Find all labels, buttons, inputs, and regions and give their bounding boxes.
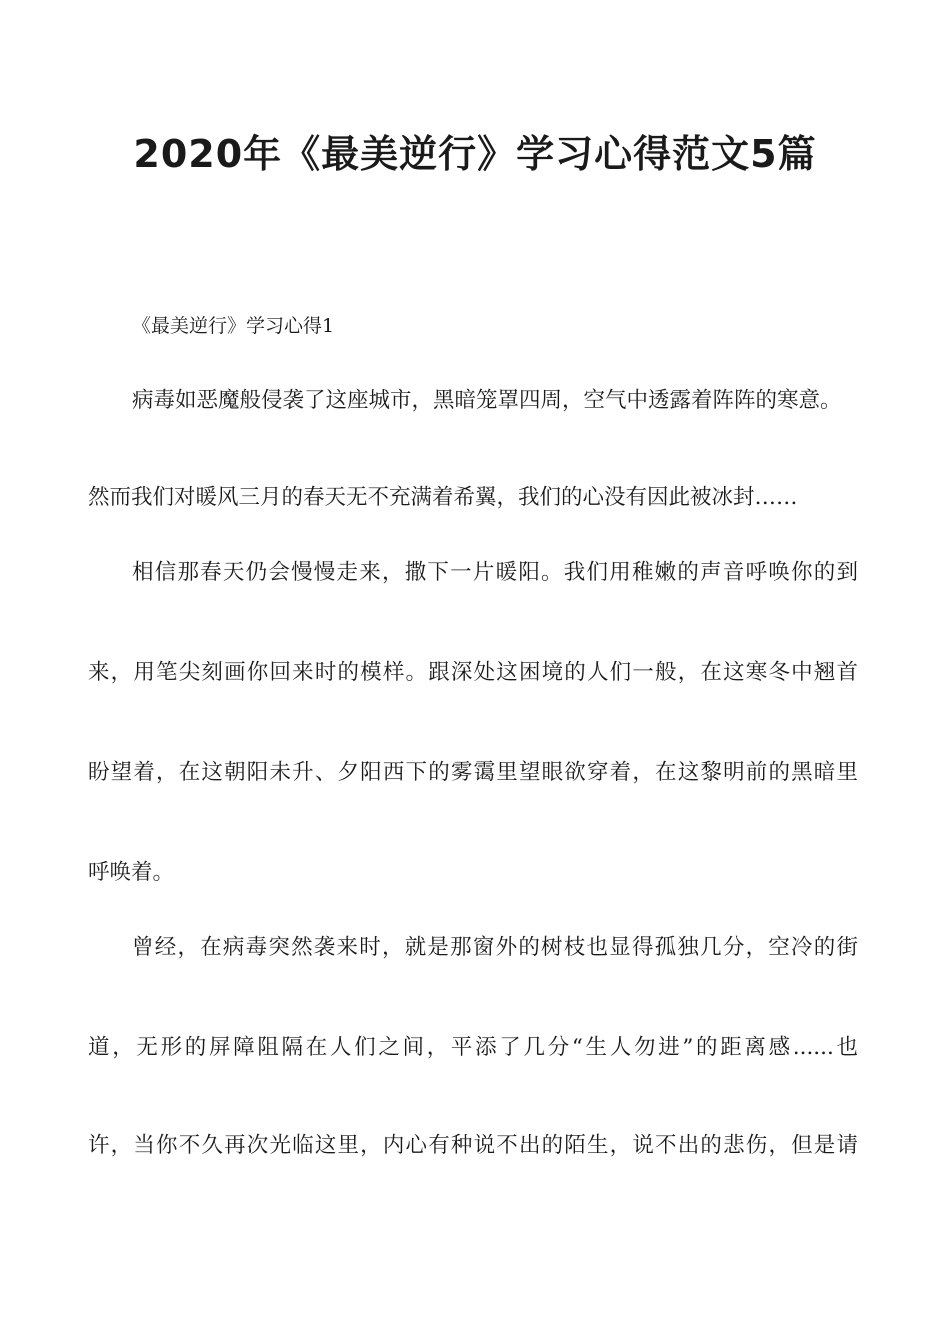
paragraph-line: 曾经，在病毒突然袭来时，就是那窗外的树枝也显得孤独几分，空冷的街 bbox=[132, 935, 858, 960]
paragraph-line: 然而我们对暖风三月的春天无不充满着希翼，我们的心没有因此被冰封…… bbox=[88, 485, 798, 510]
paragraph-line: 盼望着，在这朝阳未升、夕阳西下的雾霭里望眼欲穿着，在这黎明前的黑暗里 bbox=[88, 760, 858, 785]
paragraph-line: 相信那春天仍会慢慢走来，撒下一片暖阳。我们用稚嫩的声音呼唤你的到 bbox=[132, 560, 858, 585]
paragraph-line: 来，用笔尖刻画你回来时的模样。跟深处这困境的人们一般，在这寒冬中翘首 bbox=[88, 660, 858, 685]
paragraph-line: 道，无形的屏障阻隔在人们之间，平添了几分“生人勿进”的距离感......也 bbox=[88, 1035, 858, 1060]
paragraph-line: 许，当你不久再次光临这里，内心有种说不出的陌生，说不出的悲伤，但是请 bbox=[88, 1133, 858, 1158]
section-heading: 《最美逆行》学习心得1 bbox=[132, 315, 335, 337]
document-title: 2020年《最美逆行》学习心得范文5篇 bbox=[133, 132, 817, 176]
paragraph-line: 呼唤着。 bbox=[88, 860, 175, 885]
paragraph-line: 病毒如恶魔般侵袭了这座城市，黑暗笼罩四周，空气中透露着阵阵的寒意。 bbox=[132, 388, 842, 413]
